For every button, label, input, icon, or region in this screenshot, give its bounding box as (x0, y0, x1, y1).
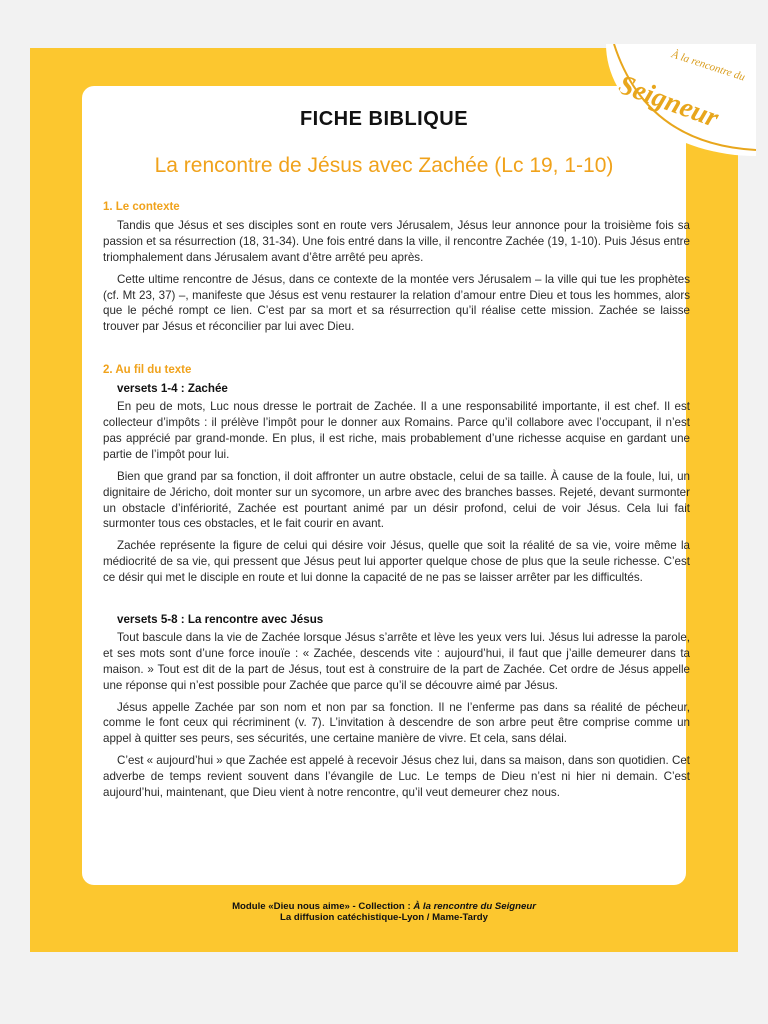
logo-big-text: Seigneur (614, 69, 723, 134)
page-subtitle: La rencontre de Jésus avec Zachée (Lc 19, 1-10) (154, 154, 614, 177)
section-heading-context: 1. Le contexte (103, 201, 180, 213)
collection-logo (606, 44, 756, 156)
paragraph: C’est « aujourd’hui » que Zachée est appelé à recevoir Jésus chez lui, dans sa maison, dans son quotidien. Cet adverbe de temps revient souvent dans l’évangile de Luc. Le temps de Dieu n’est ni hier ni demain. C’est aujourd’hui, maintenant, que Dieu vient à notre rencontre, qu’il veut demeurer chez nous. (103, 754, 690, 800)
paragraph: Jésus appelle Zachée par son nom et non par sa fonction. Il ne l’enferme pas dans sa réalité de pécheur, comme le font ceux qui récriminent (v. 7). L’invitation à descendre de son arbre peut être comprise comme un appel à quitter ses peurs, ses sécurités, une certaine manière de vivre. Et cela, sans délai. (103, 700, 690, 746)
verses-heading-1-4: versets 1-4 : Zachée (117, 382, 228, 396)
footer-line-2: La diffusion catéchistique-Lyon / Mame-Tardy (280, 912, 488, 923)
logo-small-text: À la rencontre du (670, 48, 747, 84)
paragraph: En peu de mots, Luc nous dresse le portrait de Zachée. Il a une responsabilité importante, il est chef. Il est collecteur d’impôts : il prélève l’impôt pour le donner aux Romains. Parce qu’il collabore avec l’occupant, il n’est pas apprécié par grand-monde. En plus, il est riche, mais probablement d’une richesse acquise en gardant une partie de l’impôt pour lui. (103, 400, 690, 461)
paragraph: Bien que grand par sa fonction, il doit affronter un autre obstacle, celui de sa taille. À cause de la foule, lui, un dignitaire de Jéricho, doit monter sur un sycomore, un arbre avec des branches basses. Rejeté, devant surmonter un obstacle d’infériorité, Zachée est pourtant animé par un désir profond, celui de voir Jésus. Cela lui fait surmonter tous ces obstacles, et le fait courir en avant. (103, 469, 690, 531)
paragraph: Zachée représente la figure de celui qui désire voir Jésus, quelle que soit la réalité de sa vie, voire même la médiocrité de sa vie, qui pressent que Jésus peut lui apporter quelque chose de plus que la seule richesse. C’est ce désir qui met le disciple en route et lui donne la capacité de ne pas se laisser arrêter par les difficultés. (103, 539, 690, 585)
paragraph: Tandis que Jésus et ses disciples sont en route vers Jérusalem, Jésus leur annonce pour la troisième fois sa passion et sa résurrection (18, 31-34). Une fois entré dans la ville, il rencontre Zachée (19, 1-10). Puis Jésus entre triomphalement dans Jérusalem avant d’être arrêté peu après. (103, 218, 690, 264)
page-title: FICHE BIBLIQUE (299, 108, 469, 130)
verses-heading-5-8: versets 5-8 : La rencontre avec Jésus (117, 613, 324, 627)
main-content (103, 200, 690, 807)
footer-credits (0, 901, 768, 923)
paragraph: Tout bascule dans la vie de Zachée lorsque Jésus s’arrête et lève les yeux vers lui. Jésus lui adresse la parole, et ses mots sont d’une force inouïe : « Zachée, descends vite : aujourd’hui, il faut que j’aille demeurer dans ta maison. » Tout est dit de la part de Jésus, tout est à construire de la part de Zachée. Cet ordre de Jésus appelle une réponse qui n’est possible pour Zachée que parce qu’il se découvre aimé par Jésus. (103, 630, 690, 692)
section-heading-text: 2. Au fil du texte (103, 364, 192, 377)
paragraph: Cette ultime rencontre de Jésus, dans ce contexte de la montée vers Jérusalem – la ville qui tue les prophètes (cf. Mt 23, 37) –, manifeste que Jésus est venu restaurer la relation d’amour entre Dieu et tous les hommes, alors que le péché rompt ce lien. C’est par sa mort et sa résurrection qu’il réalise cette mission. Zachée se laisse trouver par Jésus et réconcilier par lui avec Dieu. (103, 272, 690, 334)
footer-line-1: Module «Dieu nous aime» - Collection : À la rencontre du Seigneur (232, 901, 536, 912)
